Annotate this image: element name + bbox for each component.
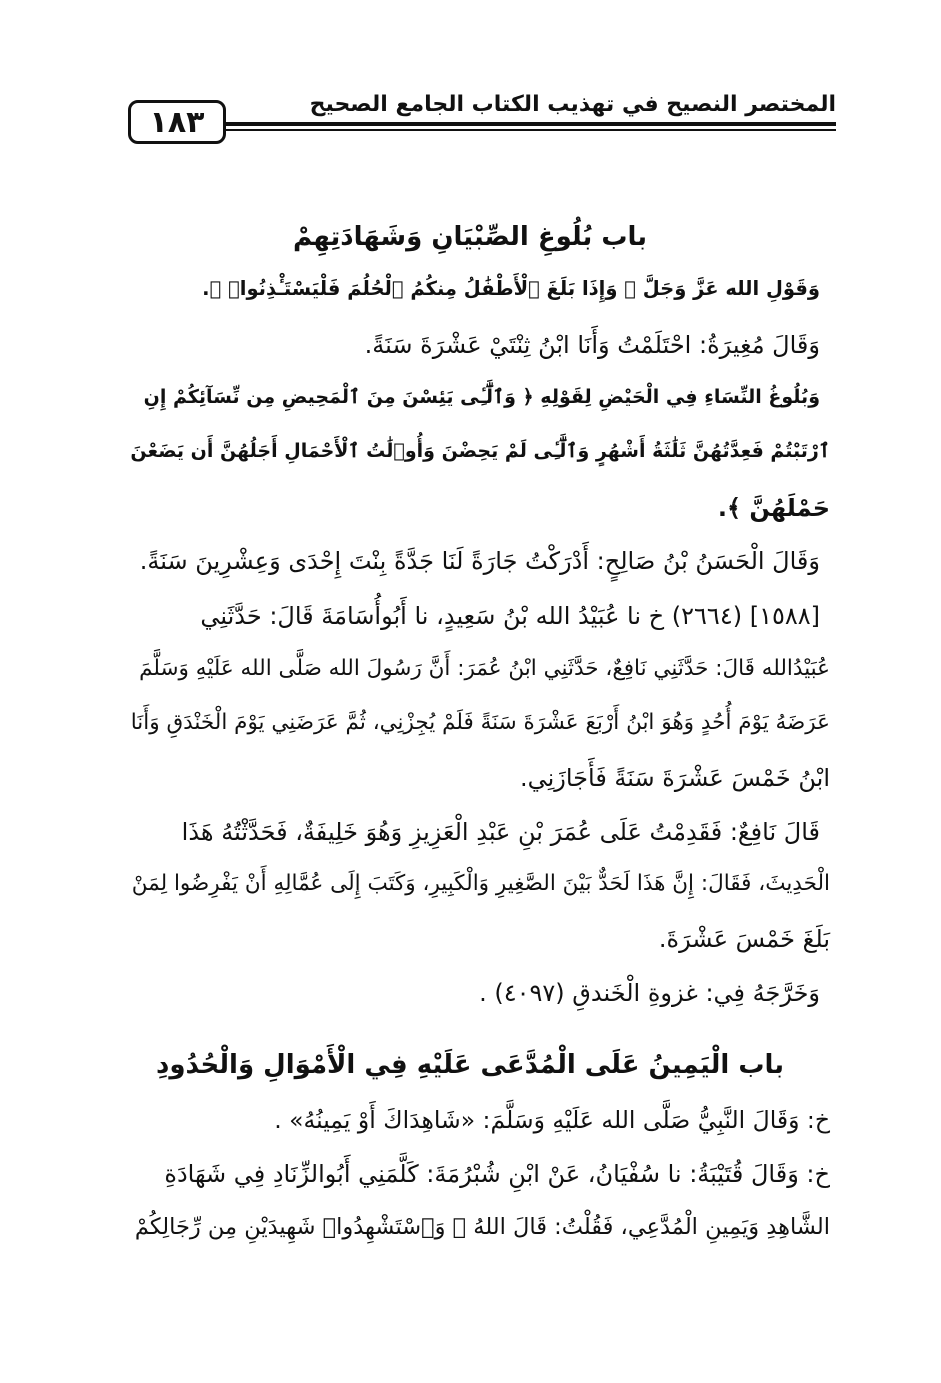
- text-line: وَقَالَ الْحَسَنُ بْنُ صَالِحٍ: أَدْرَكْتُ جَارَةً لَنَا جَدَّةً بِنْتَ إِحْدَى وَعِشْرِينَ سَنَةً.: [139, 547, 820, 575]
- hadith-number-line: [١٥٨٨] (٢٦٦٤) خ نا عُبَيْدُ الله بْنُ سَعِيدٍ، نا أَبُوأُسَامَةَ قَالَ: حَدَّثَنِي: [200, 602, 820, 630]
- quran-verse-line: وَبُلُوغُ النِّسَاءِ فِي الْحَيْضِ لِقَوْلِهِ ﴿ وَٱلَّٰٓـِٔى يَئِسْنَ مِنَ ٱلْمَحِيضِ مِن نِّسَآئِكُمْ إِنِ: [143, 386, 820, 408]
- text-line: وَخَرَّجَهُ فِي: غزوةِ الْخَندقِ (٤٠٩٧) .: [479, 979, 820, 1007]
- page-header: [128, 92, 836, 152]
- book-title: المختصر النصيح في تهذيب الكتاب الجامع الصحيح: [309, 92, 836, 117]
- header-rule-thin: [226, 129, 836, 131]
- quran-verse-line: حَمْلَهُنَّ ﴾.: [717, 494, 830, 522]
- chapter-title: باب بُلُوغِ الصِّبْيَانِ وَشَهَادَتِهِمْ: [292, 222, 648, 252]
- text-line: وَقَالَ مُغِيرَةُ: احْتَلَمْتُ وَأَنَا ابْنُ ثِنْتَيْ عَشْرَةَ سَنَةً.: [364, 331, 820, 359]
- header-rule-thick: [226, 122, 836, 126]
- text-line: خ: وَقَالَ النَّبِيُّ صَلَّى الله عَلَيْهِ وَسَلَّمَ: «شَاهِدَاكَ أَوْ يَمِينُهُ» .: [274, 1106, 830, 1134]
- text-line: وَقَوْلِ الله عَزَّ وَجَلَّ ﴿ وَإِذَا بَلَغَ ٱلْأَطْفَٰلُ مِنكُمُ ٱلْحُلُمَ فَلْيَسْتَـْٔذِنُوا۟ ﴾.: [202, 277, 820, 300]
- page-number: ١٨٣: [128, 100, 226, 144]
- quran-verse-line: ٱرْتَبْتُمْ فَعِدَّتُهُنَّ ثَلَٰثَةُ أَشْهُرٍ وَٱلَّٰٓـِٔى لَمْ يَحِضْنَ وَأُو۟لَٰتُ ٱلْأَحْمَالِ أَجَلُهُنَّ أَن يَضَعْنَ: [130, 440, 830, 462]
- text-line: بَلَغَ خَمْسَ عَشْرَةَ.: [658, 925, 830, 953]
- chapter-title: باب الْيَمِينُ عَلَى الْمُدَّعَى عَلَيْهِ فِي الْأَمْوَالِ وَالْحُدُودِ: [156, 1050, 784, 1080]
- text-line: عُبَيْدُالله قَالَ: حَدَّثَنِي نَافِعٌ، حَدَّثَنِي ابْنُ عُمَرَ: أَنَّ رَسُولَ الله صَلَّى الله عَلَيْهِ وَسَلَّمَ: [139, 656, 830, 681]
- text-line: ابْنُ خَمْسَ عَشْرَةَ سَنَةً فَأَجَازَنِي.: [519, 764, 830, 792]
- text-line: الْحَدِيثَ، فَقَالَ: إِنَّ هَذَا لَحَدٌّ بَيْنَ الصَّغِيرِ وَالْكَبِيرِ، وَكَتَبَ إِلَى عُمَّالِهِ أَنْ يَفْرِضُوا لِمَنْ: [131, 871, 830, 896]
- text-line: الشَّاهِدِ وَيَمِينِ الْمُدَّعِي، فَقُلْتُ: قَالَ اللهُ ﴿ وَٱسْتَشْهِدُوا۟ شَهِيدَيْنِ مِن رِّجَالِكُمْ: [134, 1214, 830, 1240]
- text-line: عَرَضَهُ يَوْمَ أُحُدٍ وَهُوَ ابْنُ أَرْبَعَ عَشْرَةَ سَنَةً فَلَمْ يُجِزْنِي، ثُمَّ عَرَضَنِي يَوْمَ الْخَنْدَقِ وَأَنَا: [130, 710, 830, 735]
- text-line: خ: وَقَالَ قُتَيْبَةُ: نا سُفْيَانُ، عَنْ ابْنِ شُبْرُمَةَ: كَلَّمَنِي أَبُوالزِّنَادِ فِي شَهَادَةِ: [164, 1160, 830, 1188]
- text-line: قَالَ نَافِعٌ: فَقَدِمْتُ عَلَى عُمَرَ بْنِ عَبْدِ الْعَزِيزِ وَهُوَ خَلِيفَةٌ، فَحَدَّثْتُهُ هَذَا: [181, 818, 820, 846]
